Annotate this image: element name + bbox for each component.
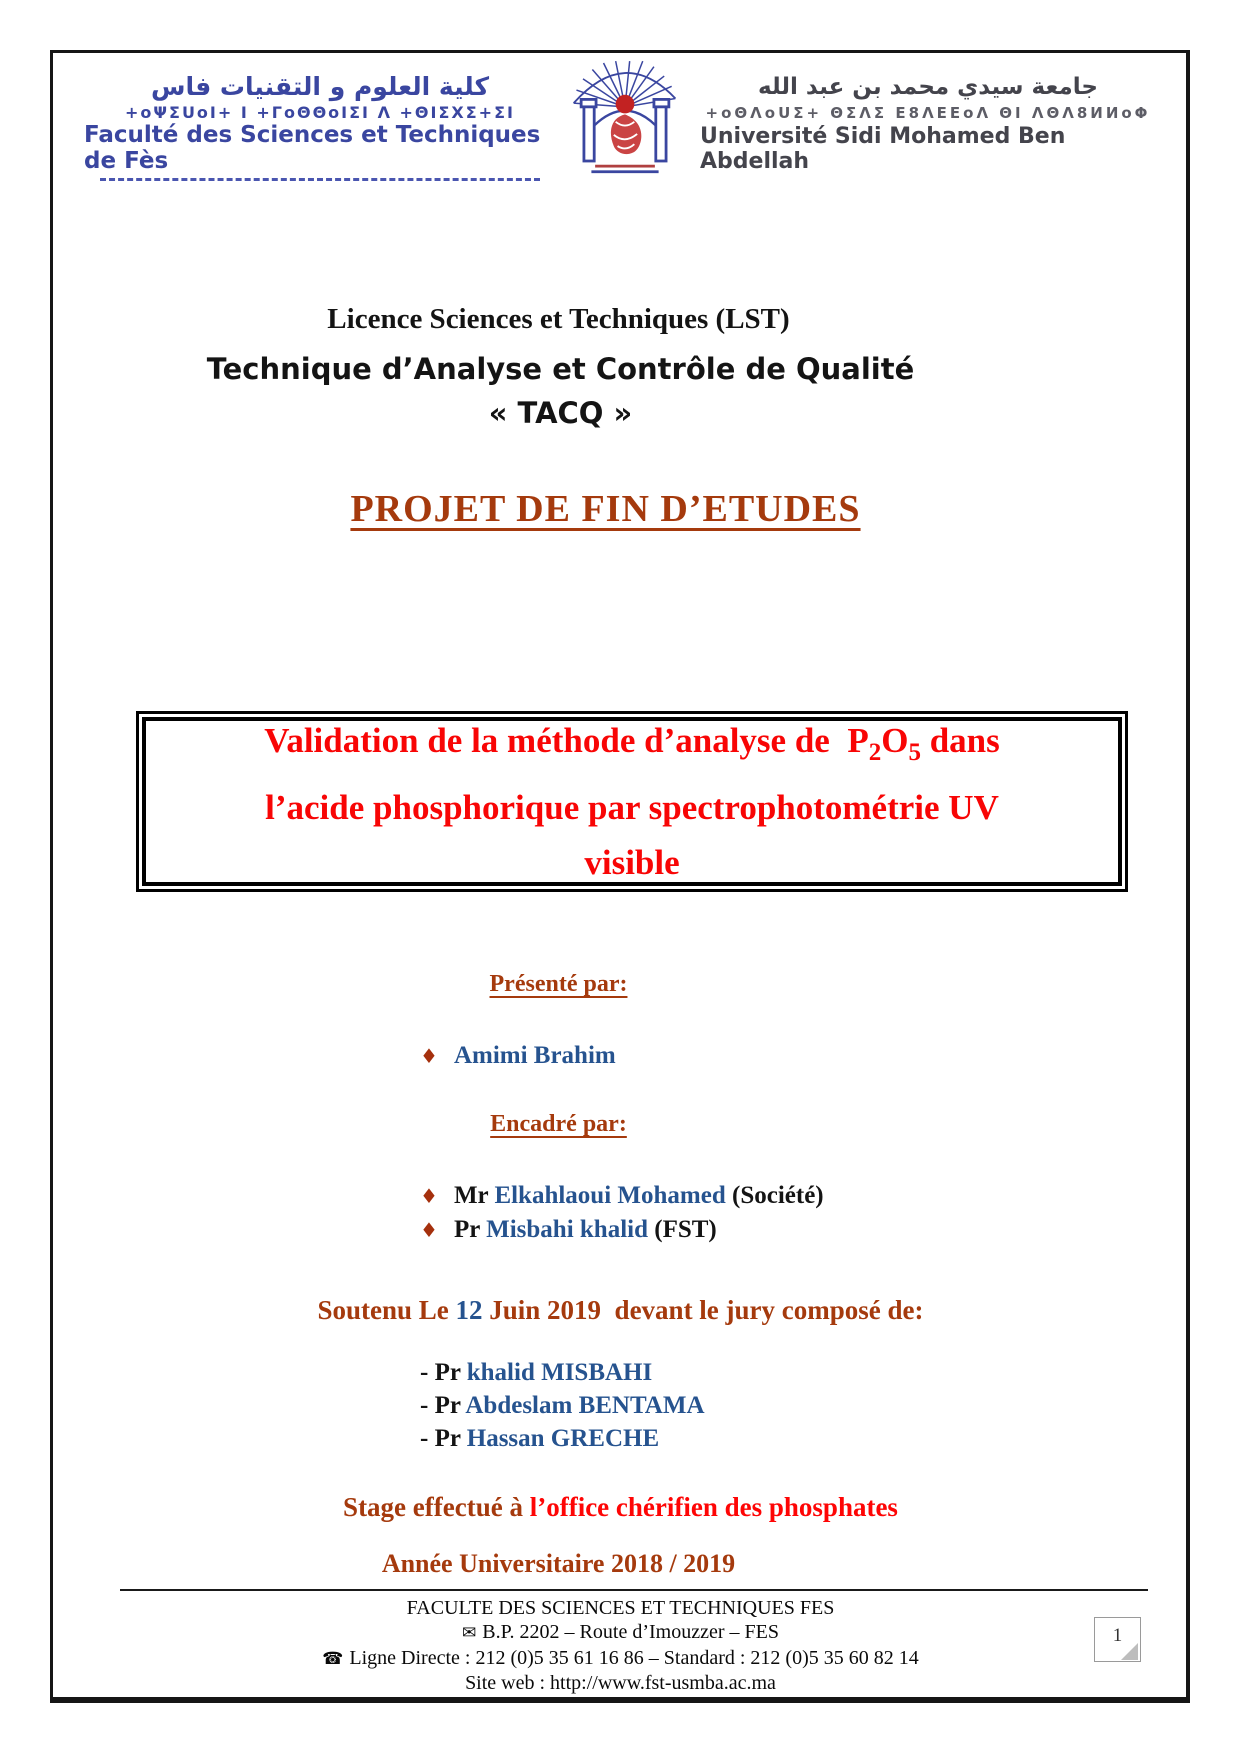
faculty-name-tifinagh: +oΨΣUoI+ I +ΓoΘΘoIΣI Λ +ΘΙΣΧΣ+ΣΙ [125,103,515,122]
footer-address: B.P. 2202 – Route d’Imouzzer – FES [482,1621,779,1643]
defense-date-line [0,1295,1241,1326]
internship-line [0,1492,1241,1523]
faculty-name-french: Faculté des Sciences et Techniques de Fès [84,122,541,174]
diamond-bullet-icon: ♦ [420,1218,438,1242]
supervisor-item [420,1216,717,1244]
footer-website: Site web : http://www.fst-usmba.ac.ma [465,1672,776,1694]
footer-phone-line [0,1646,1241,1672]
thesis-title-line1-end: dans [920,721,1000,760]
jury-member-title: - Pr [420,1359,467,1386]
supervised-by-heading: Encadré par: [490,1111,627,1137]
header-dashed-underline [100,178,540,181]
jury-member [420,1422,705,1455]
thesis-title-line2: l’acide phosphorique par spectrophotométrie UV [265,788,999,827]
jury-member-title: - Pr [420,1425,467,1452]
university-header-block [700,60,1156,174]
diamond-bullet-icon: ♦ [420,1044,438,1068]
supervisor-name: Elkahlaoui Mohamed [494,1182,726,1209]
jury-member [420,1356,705,1389]
supervisor-affiliation: (Société) [725,1182,824,1209]
faculty-header-block [84,60,556,181]
internship-text: Stage effectué à [343,1492,530,1522]
footer-phones: Ligne Directe : 212 (0)5 35 61 16 86 – Standard : 212 (0)5 35 60 82 14 [349,1646,919,1669]
supervisor-affiliation: (FST) [648,1216,717,1243]
defense-day: 12 [455,1295,483,1325]
jury-member-name: Abdeslam BENTAMA [465,1392,705,1419]
jury-member-title: - Pr [420,1392,466,1419]
supervisor-item [420,1182,824,1210]
university-name-arabic: جامعة سيدي محمد بن عبد الله [758,74,1098,100]
footer-faculty-name: FACULTE DES SCIENCES ET TECHNIQUES FES [406,1597,835,1619]
footer-address-line [0,1620,1241,1646]
diamond-bullet-icon: ♦ [420,1184,438,1208]
jury-member-name: Hassan GRECHE [466,1425,660,1452]
thesis-title-line1-text: Validation de la méthode d’analyse de P [264,721,869,760]
supervisor-title: Mr [453,1182,495,1209]
report-type-title: PROJET DE FIN D’ETUDES [350,488,861,530]
thesis-title-subscript-2: 2 [868,739,882,766]
thesis-title-inner-border [142,717,1122,886]
program-acronym: « TACQ » [488,396,633,430]
faculty-name-arabic: كلية العلوم و التقنيات فاس [150,72,490,101]
footer [0,1596,1241,1696]
supervisor-title: Pr [453,1216,487,1243]
thesis-title-subscript-5: 5 [908,739,921,766]
author-name: Amimi Brahim [453,1042,616,1069]
university-logo [569,60,687,183]
thesis-title-line1 [146,713,1118,780]
phone-icon: ☎ [322,1648,344,1669]
page-number: 1 [1112,1625,1123,1646]
thesis-title-o: O [881,721,909,760]
academic-year: Année Universitaire 2018 / 2019 [381,1549,736,1578]
jury-member [420,1389,705,1422]
footer-divider [120,1589,1148,1591]
header [84,60,1156,183]
page-number-box [1094,1617,1141,1662]
jury-list [420,1356,705,1455]
internship-company: l’office chérifien des phosphates [529,1492,898,1522]
supervisor-name: Misbahi khalid [486,1216,648,1243]
presented-by-heading: Présenté par: [489,971,628,997]
thesis-title-box [136,711,1128,892]
university-emblem-icon [569,60,681,178]
mail-icon: ✉ [462,1623,477,1643]
university-name-tifinagh: +oΘΛoUΣ+ ΘΣΛΣ Ε8ΛΕΕoΛ ΘΙ ΛΘΛ8ИИoΦ [705,104,1151,122]
author-item [420,1042,616,1070]
university-name-french: Université Sidi Mohamed Ben Abdellah [700,124,1066,174]
degree-title: Licence Sciences et Techniques (LST) [327,303,790,335]
defense-text-2: Juin 2019 devant le jury composé de: [482,1295,924,1325]
jury-member-name: khalid MISBAHI [466,1359,653,1386]
program-title: Technique d’Analyse et Contrôle de Qualité [206,352,915,386]
thesis-title-line3: visible [584,843,680,882]
defense-text-1: Soutenu Le [317,1295,456,1325]
